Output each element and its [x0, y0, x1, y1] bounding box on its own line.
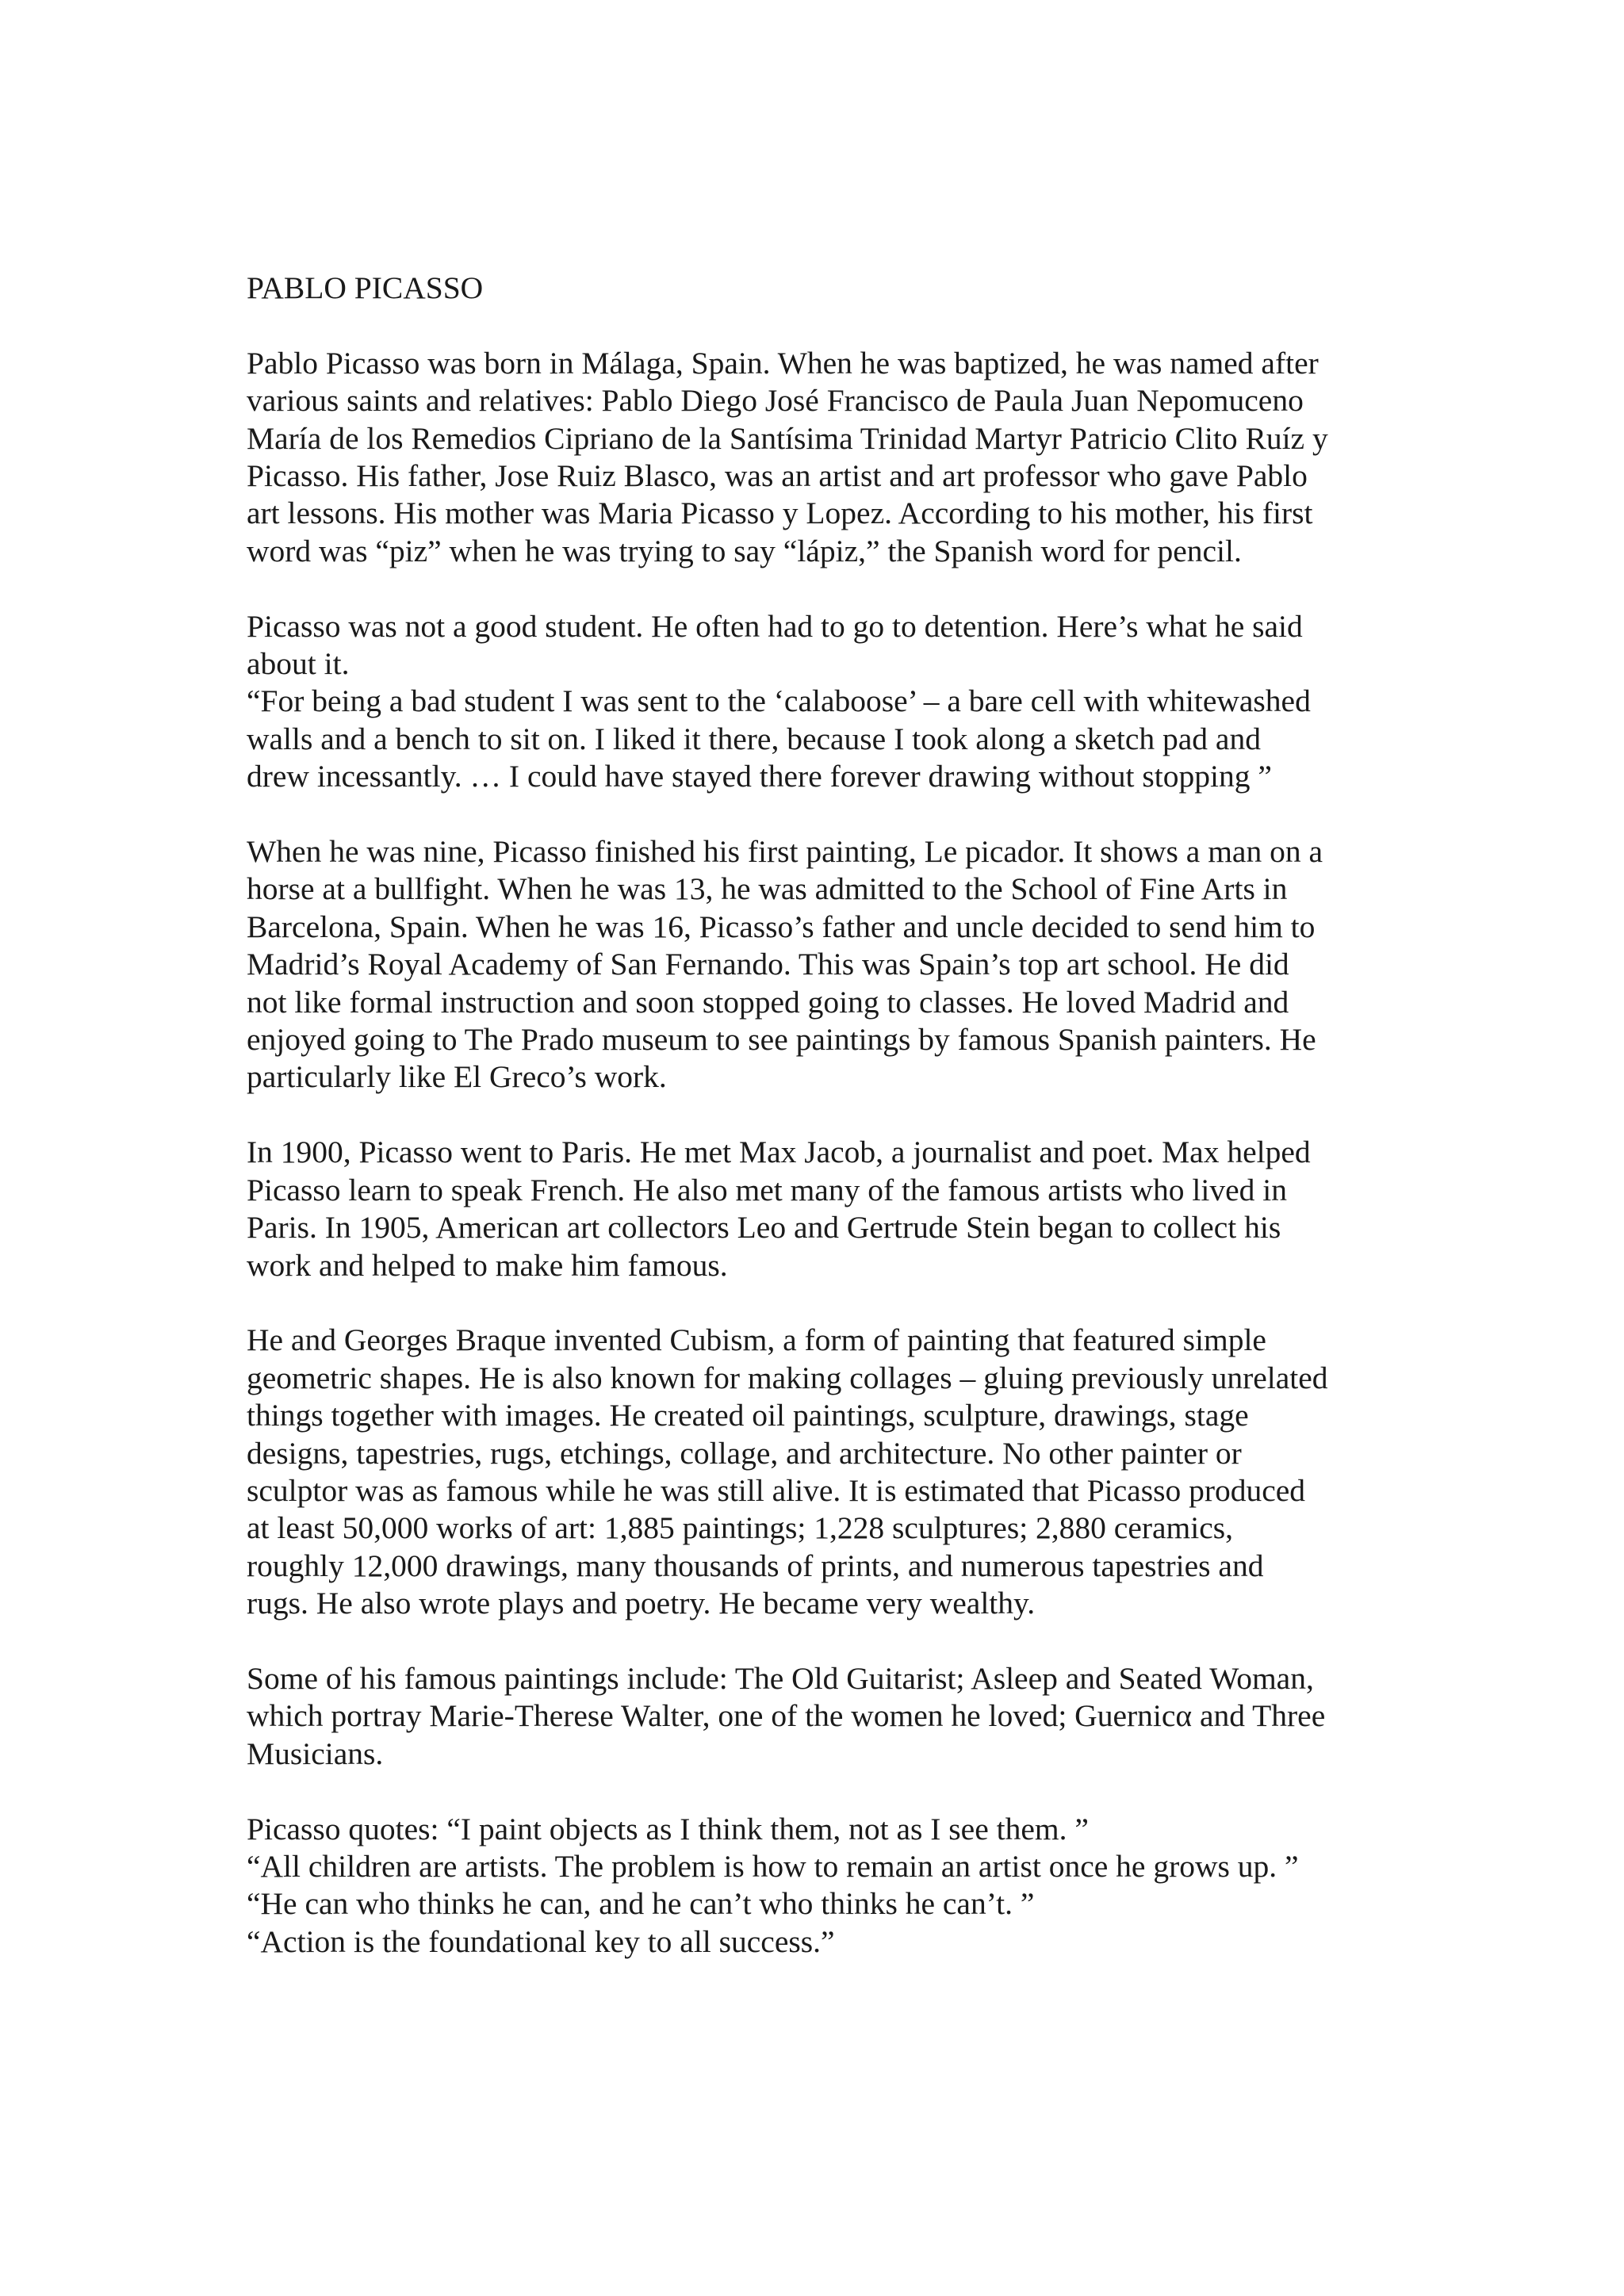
- text-line: walls and a bench to sit on. I liked it there, because I took along a sketch pad and: [247, 721, 1261, 756]
- text-line: rugs. He also wrote plays and poetry. He became very wealthy.: [247, 1586, 1036, 1621]
- text-line: Picasso quotes: “I paint objects as I think them, not as I see them. ”: [247, 1811, 1089, 1846]
- text-line: Picasso learn to speak French. He also met many of the famous artists who lived in: [247, 1172, 1287, 1207]
- text-line: various saints and relatives: Pablo Diego José Francisco de Paula Juan Nepomuceno: [247, 383, 1304, 419]
- text-line: horse at a bullfight. When he was 13, he was admitted to the School of Fine Arts in: [247, 871, 1288, 907]
- text-line: In 1900, Picasso went to Paris. He met Max Jacob, a journalist and poet. Max helped: [247, 1135, 1311, 1170]
- text-line: roughly 12,000 drawings, many thousands of prints, and numerous tapestries and: [247, 1548, 1264, 1583]
- paragraph-early-career: [247, 833, 1404, 1096]
- paragraph-cubism: [247, 1322, 1404, 1622]
- paragraph-quotes: [247, 1811, 1404, 1961]
- text-line: Pablo Picasso was born in Málaga, Spain. When he was baptized, he was named after: [247, 345, 1319, 381]
- text-line: “All children are artists. The problem is how to remain an artist once he grows up. ”: [247, 1848, 1299, 1884]
- text-line: things together with images. He created oil paintings, sculpture, drawings, stage: [247, 1398, 1249, 1433]
- text-line: Barcelona, Spain. When he was 16, Picasso’s father and uncle decided to send him to: [247, 909, 1316, 944]
- document-title: [247, 270, 1404, 307]
- text-line: word was “piz” when he was trying to say “lápiz,” the Spanish word for pencil.: [247, 533, 1242, 568]
- text-line: María de los Remedios Cipriano de la Santísima Trinidad Martyr Patricio Clito Ruíz y: [247, 420, 1328, 456]
- document-body: [247, 270, 1404, 1999]
- paragraph-birth: [247, 345, 1404, 570]
- title-line: PABLO PICASSO: [247, 270, 484, 305]
- text-line: He and Georges Braque invented Cubism, a form of painting that featured simple: [247, 1322, 1266, 1358]
- text-line: particularly like El Greco’s work.: [247, 1059, 667, 1095]
- text-line: When he was nine, Picasso finished his first painting, Le picador. It shows a man on a: [247, 834, 1323, 870]
- text-line: Some of his famous paintings include: The Old Guitarist; Asleep and Seated Woman,: [247, 1660, 1314, 1696]
- text-line: Musicians.: [247, 1735, 384, 1771]
- text-line: designs, tapestries, rugs, etchings, collage, and architecture. No other painter or: [247, 1435, 1242, 1471]
- paragraph-student: [247, 608, 1404, 796]
- text-line: enjoyed going to The Prado museum to see paintings by famous Spanish painters. He: [247, 1022, 1316, 1058]
- text-line: about it.: [247, 646, 350, 682]
- text-line: Picasso. His father, Jose Ruiz Blasco, was an artist and art professor who gave Pablo: [247, 458, 1308, 494]
- text-line: not like formal instruction and soon stopped going to classes. He loved Madrid and: [247, 984, 1289, 1020]
- text-line: at least 50,000 works of art: 1,885 paintings; 1,228 sculptures; 2,880 ceramics,: [247, 1510, 1234, 1546]
- text-line: Madrid’s Royal Academy of San Fernando. This was Spain’s top art school. He did: [247, 947, 1289, 982]
- paragraph-paris: [247, 1134, 1404, 1284]
- text-line: geometric shapes. He is also known for making collages – gluing previously unrelated: [247, 1360, 1328, 1395]
- paragraph-famous-paintings: [247, 1660, 1404, 1773]
- text-line: art lessons. His mother was Maria Picasso y Lopez. According to his mother, his first: [247, 496, 1313, 531]
- text-line: which portray Marie-Therese Walter, one of the women he loved; Guernicα and Three: [247, 1698, 1326, 1734]
- text-line: “Action is the foundational key to all success.”: [247, 1923, 835, 1959]
- text-line: sculptor was as famous while he was still alive. It is estimated that Picasso produced: [247, 1472, 1306, 1508]
- text-line: work and helped to make him famous.: [247, 1247, 728, 1283]
- text-line: Paris. In 1905, American art collectors Leo and Gertrude Stein began to collect his: [247, 1210, 1281, 1246]
- text-line: drew incessantly. … I could have stayed there forever drawing without stopping ”: [247, 759, 1272, 794]
- text-line: “For being a bad student I was sent to the ‘calaboose’ – a bare cell with whitewashed: [247, 683, 1311, 719]
- text-line: Picasso was not a good student. He often had to go to detention. Here’s what he said: [247, 608, 1303, 644]
- text-line: “He can who thinks he can, and he can’t who thinks he can’t. ”: [247, 1886, 1035, 1922]
